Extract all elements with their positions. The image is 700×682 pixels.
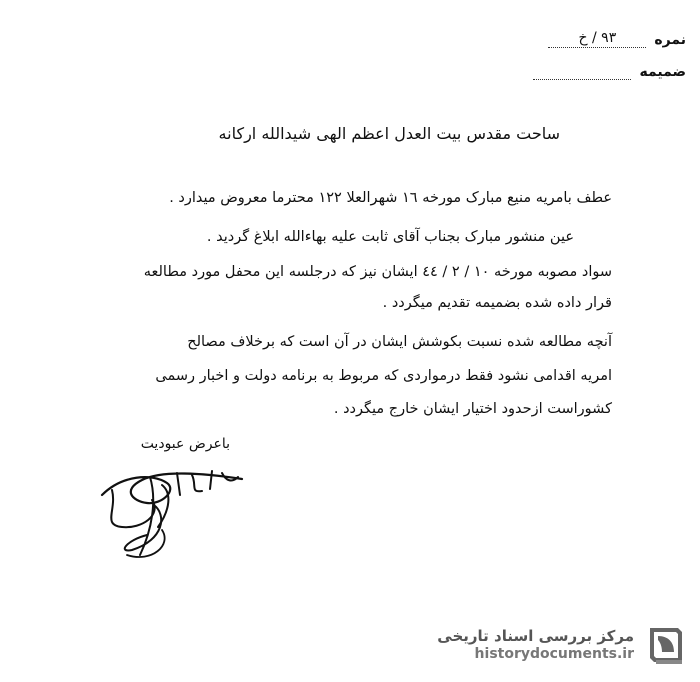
watermark-footer	[437, 622, 688, 668]
body-line-6: امریه اقدامی نشود فقط درمواردی که مربوط به برنامه دولت و اخبار رسمی	[155, 368, 612, 384]
watermark-url: historydocuments.ir	[474, 645, 634, 662]
salutation-line: ساحت مقدس بیت العدل اعظم الهی شیدالله ارکانه	[218, 124, 560, 143]
body-line-2: عین منشور مبارک بجناب آقای ثابت علیه بهاءالله ابلاغ گردید .	[206, 229, 574, 245]
letter-number-label: نمره	[654, 32, 686, 48]
watermark-text	[437, 628, 634, 661]
closing-line: باعرض عبودیت	[140, 436, 230, 452]
attachment-label: ضمیمه	[639, 64, 686, 80]
body-line-1: عطف بامریه منیع مبارک مورخه ۱٦ شهرالعلا ۱۲۲ محترما معروض میدارد .	[169, 190, 612, 206]
body-line-3: سواد مصوبه مورخه ۱۰ / ۲ / ٤٤ ایشان نیز که درجلسه این محفل مورد مطالعه	[143, 264, 612, 280]
body-line-7: کشوراست ازحدود اختیار ایشان خارج میگردد .	[333, 401, 612, 417]
attachment-value	[533, 64, 631, 80]
watermark-org-name: مرکز بررسی اسناد تاریخی	[437, 627, 634, 646]
letter-number-value: ۹۳ / خ	[548, 30, 646, 48]
letter-number-row	[548, 30, 686, 48]
archive-logo-icon	[642, 622, 688, 668]
attachment-row	[533, 64, 686, 80]
body-line-4: قرار داده شده بضمیمه تقدیم میگردد .	[382, 295, 612, 311]
handwritten-signature	[92, 455, 252, 565]
body-line-5: آنچه مطالعه شده نسبت بکوشش ایشان در آن است که برخلاف مصالح	[187, 334, 612, 350]
